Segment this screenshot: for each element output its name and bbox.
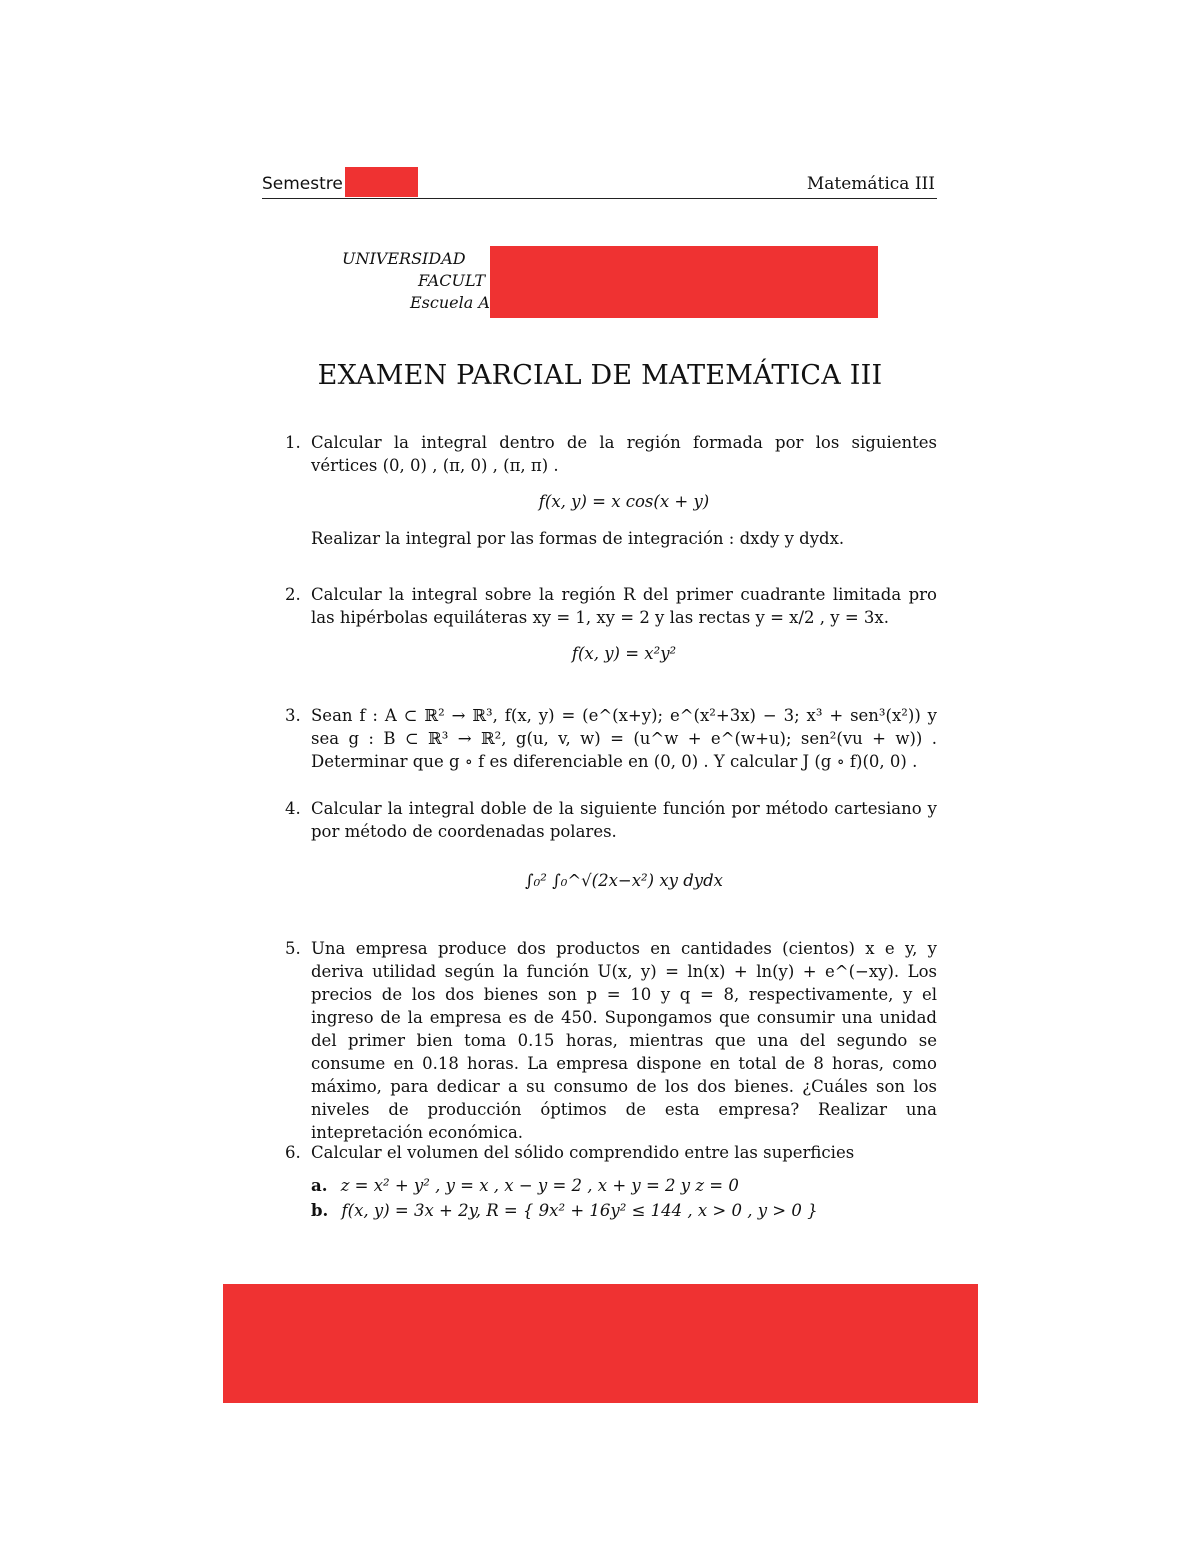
question-formula: f(x, y) = x cos(x + y) (538, 492, 710, 511)
subitem-label: b. (311, 1201, 329, 1220)
question-text: Calcular la integral doble de la siguiente función por método cartesiano y por método de coordenadas polares. (311, 799, 937, 841)
question-number: 3. (285, 706, 301, 725)
question-note: Realizar la integral por las formas de integración : dxdy y dydx. (311, 529, 845, 548)
subitem-b (311, 1199, 937, 1222)
question-3 (285, 704, 937, 773)
question-text: Calcular la integral dentro de la región formada por los siguientes vértices (0, 0) , (π, 0) , (π, π) . (311, 433, 937, 475)
redaction-block-semester (345, 167, 418, 197)
header-course-label: Matemática III (806, 174, 935, 194)
question-number: 2. (285, 585, 301, 604)
redaction-block-university (490, 246, 878, 318)
faculty-line: FACULT (418, 271, 485, 290)
question-formula: ∫₀² ∫₀^√(2x−x²) xy dydx (525, 871, 723, 890)
question-text: Calcular el volumen del sólido comprendido entre las superficies (311, 1143, 855, 1162)
question-number: 1. (285, 433, 301, 452)
question-number: 4. (285, 799, 301, 818)
subitem-a (311, 1174, 937, 1197)
question-number: 5. (285, 939, 301, 958)
question-5 (285, 937, 937, 1144)
question-4 (285, 797, 937, 892)
exam-title: EXAMEN PARCIAL DE MATEMÁTICA III (317, 360, 883, 391)
question-2 (285, 583, 937, 665)
university-line: UNIVERSIDAD (342, 249, 466, 268)
university-heading (342, 248, 490, 314)
question-text: Calcular la integral sobre la región R del primer cuadrante limitada pro las hipérbolas equiláteras xy = 1, xy = 2 y las rectas y = x/2 , y = 3x. (311, 585, 937, 627)
question-text: Una empresa produce dos productos en cantidades (cientos) x e y, y deriva utilidad según la función U(x, y) = ln(x) + ln(y) + e^(−xy). Los precios de los dos bienes son p = 10 y q = 8, respectivamente, y el ingreso de la empresa es de 450. Supongamos que consumir una unidad del primer bien toma 0.15 horas, mientras que una del segundo se consume en 0.18 horas. La empresa dispone en total de 8 horas, como máximo, para dedicar a su consumo de los dos bienes. ¿Cuáles son los niveles de producción óptimos de esta empresa? Realizar una intepretación económica. (311, 939, 937, 1142)
subitem-label: a. (311, 1176, 328, 1195)
subitem-text: z = x² + y² , y = x , x − y = 2 , x + y = 2 y z = 0 (340, 1176, 739, 1195)
header-semester-label: Semestre (262, 174, 343, 194)
question-number: 6. (285, 1143, 301, 1162)
question-6 (285, 1141, 937, 1222)
question-1 (285, 431, 937, 550)
question-formula: f(x, y) = x²y² (571, 644, 677, 663)
subitem-text: f(x, y) = 3x + 2y, R = { 9x² + 16y² ≤ 144 , x > 0 , y > 0 } (341, 1201, 818, 1220)
school-line: Escuela A (410, 293, 490, 312)
question-text: Sean f : A ⊂ ℝ² → ℝ³, f(x, y) = (e^(x+y); e^(x²+3x) − 3; x³ + sen³(x²)) y sea g : B ⊂ ℝ³ → ℝ², g(u, v, w) = (u^w + e^(w+u); sen²(vu + w)) . Determinar que g ∘ f es diferenciable en (0, 0) . Y calcular J (g ∘ f)(0, 0) . (311, 706, 937, 771)
redaction-block-footer (223, 1284, 978, 1403)
